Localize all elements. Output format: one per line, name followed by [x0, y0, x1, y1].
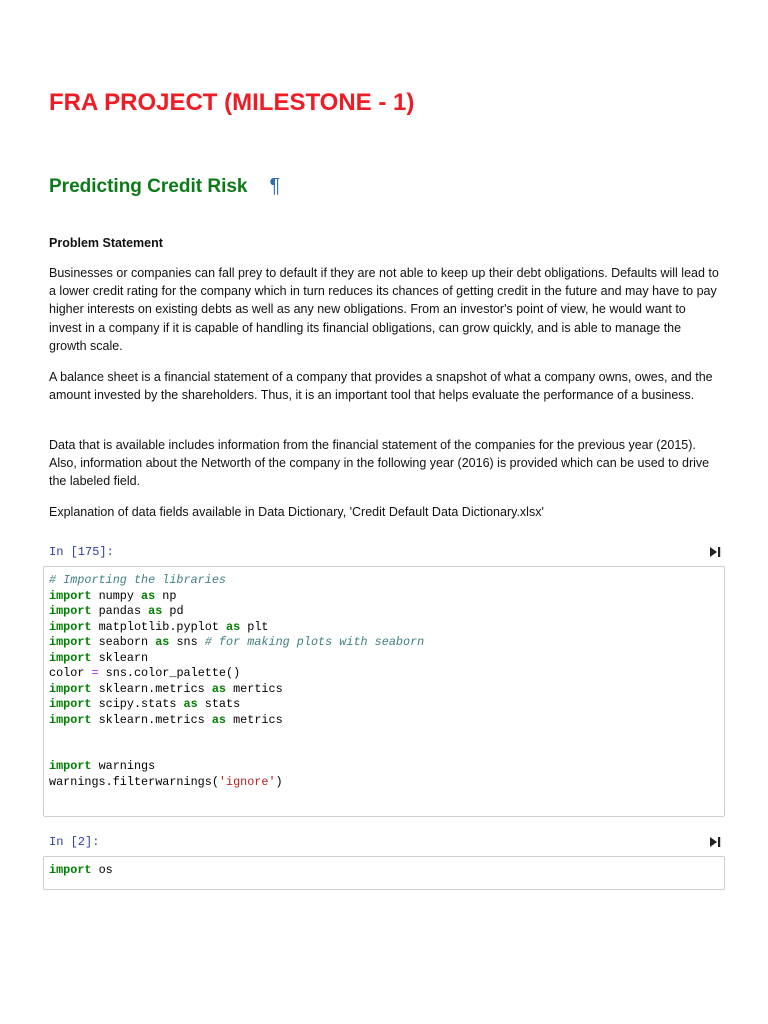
code-token: import [49, 697, 92, 711]
cell-prompt: In [175]: [49, 545, 114, 559]
code-line [49, 775, 283, 789]
code-editor[interactable] [44, 857, 724, 879]
code-token: 'ignore' [218, 774, 276, 789]
code-token: as [211, 712, 227, 727]
code-token: plt [240, 619, 269, 634]
code-token: import [49, 712, 92, 727]
code-token: import [49, 619, 92, 634]
code-token: import [49, 650, 92, 665]
code-token: import [49, 681, 92, 696]
code-line [49, 620, 269, 634]
code-token: seaborn [91, 635, 156, 649]
code-token: import [49, 604, 92, 618]
code-token: os [91, 863, 113, 877]
code-line [49, 863, 113, 877]
code-line [49, 666, 240, 680]
code-line [49, 682, 283, 696]
code-token: metrics [226, 712, 283, 727]
code-token: as [141, 588, 156, 603]
page-title: FRA PROJECT (MILESTONE - 1) [49, 89, 415, 116]
code-token: as [183, 697, 198, 711]
code-line [49, 713, 283, 727]
code-token: import [49, 863, 92, 877]
code-cell[interactable] [43, 856, 725, 890]
code-token: ) [275, 774, 283, 789]
code-token: # Importing the libraries [49, 573, 226, 587]
code-line [49, 697, 240, 711]
code-cell[interactable] [43, 566, 725, 817]
code-line [49, 759, 155, 773]
code-token: as [226, 619, 241, 634]
code-token: numpy [91, 588, 142, 603]
code-token: sns.color_palette() [98, 666, 241, 680]
anchor-link[interactable]: ¶ [269, 175, 281, 197]
code-line [49, 604, 184, 618]
code-token: import [49, 588, 92, 603]
code-line [49, 573, 226, 587]
code-token: pd [162, 604, 184, 618]
code-token: as [148, 604, 163, 618]
code-token: # for making plots with seaborn [204, 635, 425, 649]
paragraph: Businesses or companies can fall prey to default if they are not able to keep up their debt obligations. Defaults will lead to a lower credit rating for the company which in turn reduces its chances of getting credit in the future and may have to pay higher interests on existing debts as well as any new obligations. From an investor's point of view, he would want to invest in a company if it is capable of handling its financial obligations, can grow quickly, and is able to manage the growth scale. [49, 266, 719, 353]
code-editor[interactable] [44, 567, 724, 790]
code-token: warnings.filterwarnings( [49, 774, 219, 789]
code-token: matplotlib.pyplot [91, 619, 226, 634]
code-token: as [155, 635, 170, 649]
code-line [49, 635, 424, 649]
paragraph: Data that is available includes information from the financial statement of the companies for the previous year (2015). Also, information about the Networth of the company in the following year (2016) is provided which can be used to drive the labeled field. [49, 438, 710, 489]
code-token: sklearn [91, 650, 149, 665]
section-heading-text: Predicting Credit Risk [49, 176, 248, 197]
code-token: color [49, 666, 92, 680]
code-token: pandas [91, 604, 149, 618]
code-token: sns [169, 635, 205, 649]
run-cell-icon[interactable] [709, 836, 721, 848]
cell-prompt: In [2]: [49, 835, 100, 849]
code-line [49, 589, 176, 603]
code-token: sklearn.metrics [91, 681, 212, 696]
paragraph: A balance sheet is a financial statement of a company that provides a snapshot of what a company owns, owes, and the amount invested by the shareholders. Thus, it is an important tool that helps evaluate the performance of a business. [49, 370, 713, 403]
code-token: warnings [91, 759, 156, 773]
section-heading [49, 173, 280, 200]
code-token: import [49, 759, 92, 773]
code-token: import [49, 635, 92, 649]
problem-statement-heading: Problem Statement [49, 236, 163, 250]
code-token: = [91, 666, 99, 680]
paragraph: Explanation of data fields available in Data Dictionary, 'Credit Default Data Dictionary.xlsx' [49, 505, 544, 519]
code-token: scipy.stats [91, 697, 184, 711]
code-token: mertics [226, 681, 283, 696]
code-token: as [211, 681, 227, 696]
code-token: np [155, 588, 177, 603]
run-cell-icon[interactable] [709, 546, 721, 558]
code-token: sklearn.metrics [91, 712, 212, 727]
code-line [49, 651, 148, 665]
code-token: stats [197, 697, 241, 711]
